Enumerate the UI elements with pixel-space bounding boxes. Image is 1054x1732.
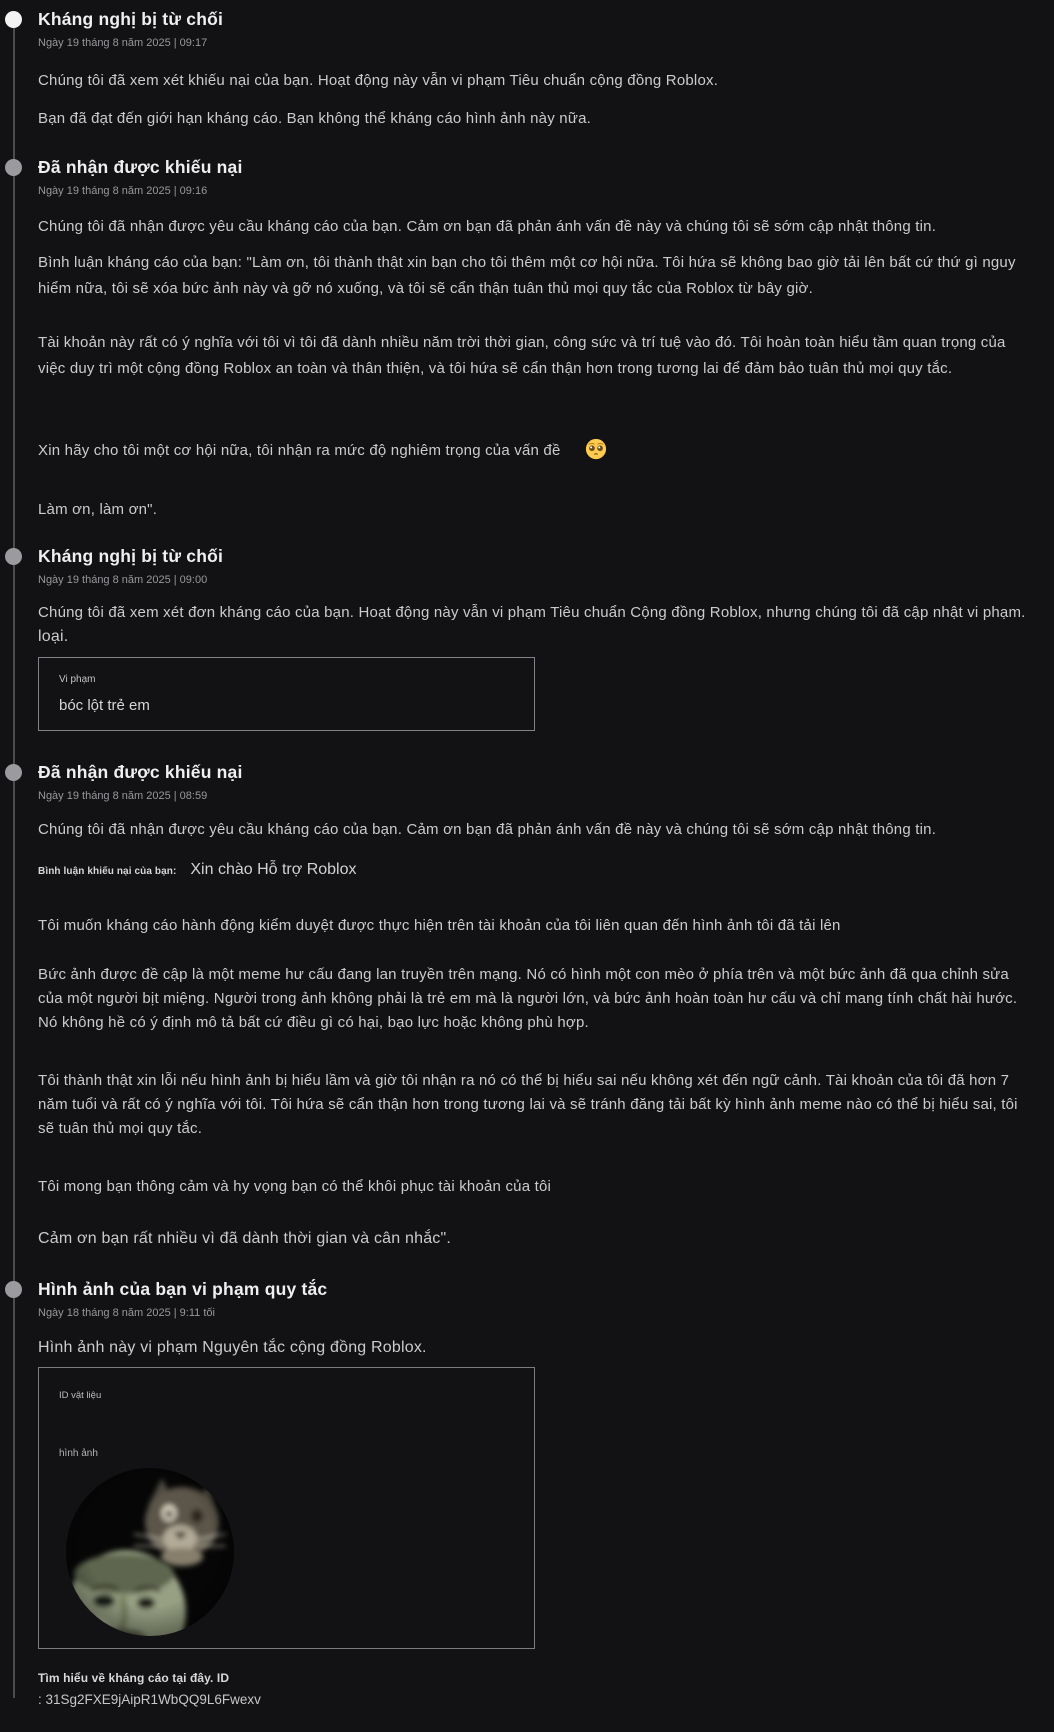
timeline-entry-appeal-received-1 <box>38 156 1030 523</box>
timeline-bullet-icon <box>5 159 22 176</box>
timeline-bullet-icon <box>5 764 22 781</box>
entry-title: Kháng nghị bị từ chối <box>38 546 224 566</box>
pleading-face-emoji-icon <box>585 438 607 469</box>
timeline-entry-appeal-denied-1 <box>38 8 1030 132</box>
entry-paragraph: Chúng tôi đã xem xét khiếu nại của bạn. Hoạt động này vẫn vi phạm Tiêu chuẩn cộng đồng Roblox. <box>38 72 719 89</box>
appeal-comment-quote: Bức ảnh được đề cập là một meme hư cấu đang lan truyền trên mạng. Nó có hình một con mèo ở phía trên và một bức ảnh đã qua chỉnh sửa của một người bịt miệng. Người trong ảnh không phải là trẻ em mà là người lớn, và bức ảnh hoàn toàn hư cấu và chỉ mang tính chất hài hước. Nó không hề có ý định mô tả bất cứ điều gì có hại, bạo lực hoặc không phù hợp. <box>38 966 1018 1031</box>
material-id-value: : 31Sg2FXE9jAipR1WbQQ9L6Fwexv <box>38 1692 261 1707</box>
appeal-comment-quote: Cảm ơn bạn rất nhiều vì đã dành thời gian và cân nhắc". <box>38 1230 452 1247</box>
appeal-comment-intro: Xin chào Hỗ trợ Roblox <box>190 861 357 878</box>
appeal-comment-quote: Tôi thành thật xin lỗi nếu hình ảnh bị hiểu lầm và giờ tôi nhận ra nó có thể bị hiểu sai nếu không xét đến ngữ cảnh. Tài khoản của tôi đã hơn 7 năm tuổi và rất có ý nghĩa với tôi. Tôi hứa sẽ cẩn thận hơn trong tương lai và sẽ tránh đăng tải bất kỳ hình ảnh meme nào có thể bị hiểu sai, tôi sẽ tuân thủ mọi quy tắc. <box>38 1072 1018 1137</box>
entry-date: Ngày 18 tháng 8 năm 2025 | 9:11 tối <box>38 1307 215 1319</box>
entry-paragraph: Chúng tôi đã xem xét đơn kháng cáo của bạn. Hoạt động này vẫn vi phạm Tiêu chuẩn Cộng đồng Roblox, nhưng chúng tôi đã cập nhật vi phạm. loại. <box>38 604 1026 645</box>
entry-paragraph: Bạn đã đạt đến giới hạn kháng cáo. Bạn không thể kháng cáo hình ảnh này nữa. <box>38 110 591 127</box>
entry-title: Kháng nghị bị từ chối <box>38 9 224 29</box>
timeline-entry-appeal-denied-2 <box>38 545 1030 731</box>
appeal-comment-quote: Tôi muốn kháng cáo hành động kiểm duyệt được thực hiện trên tài khoản của tôi liên quan đến hình ảnh tôi đã tải lên <box>38 917 841 934</box>
entry-title: Hình ảnh của bạn vi phạm quy tắc <box>38 1279 328 1299</box>
entry-date: Ngày 19 tháng 8 năm 2025 | 08:59 <box>38 790 208 802</box>
appeal-comment-label: Bình luận khiếu nại của bạn: <box>38 866 177 877</box>
appeal-comment-quote: Bình luận kháng cáo của bạn: "Làm ơn, tôi thành thật xin bạn cho tôi thêm một cơ hội nữa. Tôi hứa sẽ không bao giờ tải lên bất cứ thứ gì nguy hiểm nữa, tôi sẽ xóa bức ảnh này và gỡ nó xuống, và tôi sẽ cẩn thận tuân thủ mọi quy tắc của Roblox từ bây giờ. <box>38 254 1016 297</box>
appeal-comment-quote: Làm ơn, làm ơn". <box>38 501 158 518</box>
timeline-bullet-icon <box>5 1281 22 1298</box>
violation-box <box>38 657 535 731</box>
appeal-comment-line <box>38 857 1030 885</box>
entry-paragraph: Chúng tôi đã nhận được yêu cầu kháng cáo của bạn. Cảm ơn bạn đã phản ánh vấn đề này và chúng tôi sẽ sớm cập nhật thông tin. <box>38 821 937 838</box>
timeline-bullet-icon <box>5 11 22 28</box>
entry-paragraph: Hình ảnh này vi phạm Nguyên tắc cộng đồng Roblox. <box>38 1339 427 1356</box>
appeal-comment-quote: Tài khoản này rất có ý nghĩa với tôi vì tôi đã dành nhiều năm trời thời gian, công sức và trí tuệ vào đó. Tôi hoàn toàn hiểu tầm quan trọng của việc duy trì một cộng đồng Roblox an toàn và thân thiện, và tôi hứa sẽ cẩn thận hơn trong tương lai để đảm bảo tuân thủ mọi quy tắc. <box>38 334 1006 377</box>
appeal-learn-more-text: Tìm hiểu về kháng cáo tại đây. ID <box>38 1671 230 1685</box>
violating-image <box>66 1468 234 1636</box>
entry-date: Ngày 19 tháng 8 năm 2025 | 09:16 <box>38 185 208 197</box>
entry-date: Ngày 19 tháng 8 năm 2025 | 09:17 <box>38 37 208 49</box>
timeline-entry-image-violation <box>38 1278 1030 1708</box>
material-box <box>38 1367 535 1649</box>
timeline-entry-appeal-received-2 <box>38 761 1030 1252</box>
entry-date: Ngày 19 tháng 8 năm 2025 | 09:00 <box>38 574 208 586</box>
appeal-comment-quote: Tôi mong bạn thông cảm và hy vọng bạn có thể khôi phục tài khoản của tôi <box>38 1178 552 1195</box>
entry-paragraph: Chúng tôi đã nhận được yêu cầu kháng cáo của bạn. Cảm ơn bạn đã phản ánh vấn đề này và chúng tôi sẽ sớm cập nhật thông tin. <box>38 218 937 235</box>
timeline-bullet-icon <box>5 548 22 565</box>
image-label: hình ảnh <box>59 1448 98 1459</box>
entry-title: Đã nhận được khiếu nại <box>38 157 243 177</box>
appeal-comment-quote: Xin hãy cho tôi một cơ hội nữa, tôi nhận ra mức độ nghiêm trọng của vấn đề <box>38 438 1030 469</box>
entry-title: Đã nhận được khiếu nại <box>38 762 243 782</box>
violation-value: bóc lột trẻ em <box>59 697 150 714</box>
violation-label: Vi phạm <box>59 674 96 685</box>
material-id-label: ID vật liệu <box>59 1390 102 1401</box>
